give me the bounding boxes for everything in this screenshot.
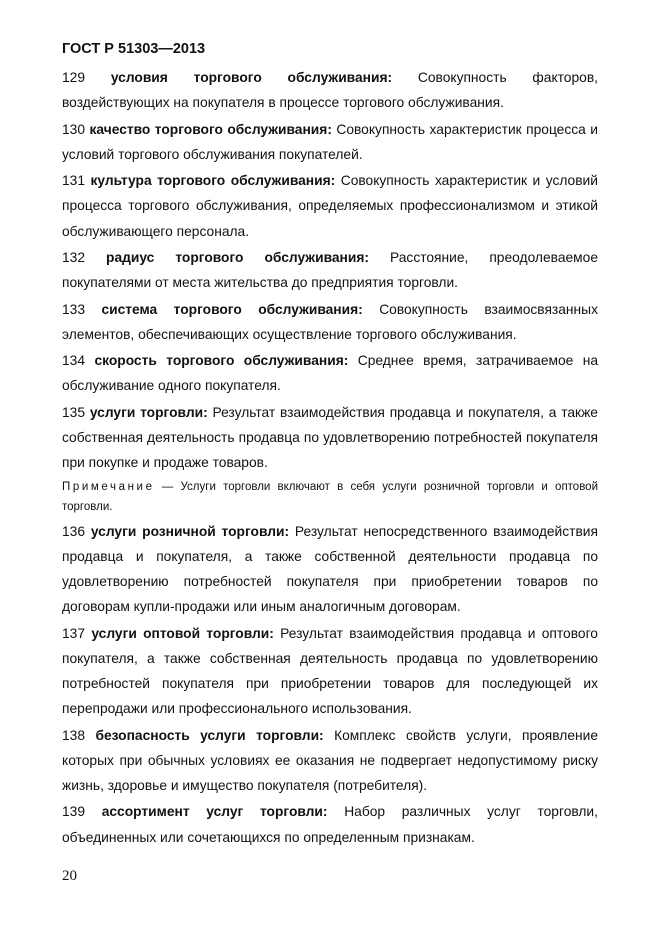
entry-definition: Расстояние, преодолеваемое покупателями от места жительства до предприятия торговли. — [62, 249, 599, 291]
entry-term: безопасность услуги торговли: — [95, 727, 324, 743]
entry-term: система торгового обслуживания: — [101, 301, 363, 317]
entry-definition: Совокупность факторов, воздействующих на покупателя в процессе торгового обслуживания. — [62, 70, 598, 111]
term-entry-135 — [62, 400, 598, 476]
note-block — [62, 477, 598, 517]
term-entry-129 — [62, 65, 598, 115]
entry-term: скорость торгового обслуживания: — [94, 353, 349, 369]
entry-term: ассортимент услуг торговли: — [101, 804, 328, 820]
entry-term: услуги розничной торговли: — [90, 523, 290, 539]
entry-term: радиус торгового обслуживания: — [106, 249, 370, 265]
entry-term: условия торгового обслуживания: — [110, 70, 393, 85]
entry-definition: Набор различных услуг торговли, объединенных или сочетающихся по определенным признакам. — [62, 804, 598, 845]
entry-definition: Результат взаимодействия продавца и оптового покупателя, а также собственная деятельность продавца по удовлетворению потребностей покупателя при приобретении товаров для последующей их перепродажи или профессионального использования. — [62, 625, 598, 717]
entry-number: 130 — [62, 121, 86, 137]
term-entry-131 — [62, 168, 598, 244]
entry-number: 133 — [62, 301, 86, 317]
entry-definition: Совокупность взаимосвязанных элементов, обеспечивающих осуществление торгового обслуживания. — [62, 301, 598, 342]
entry-term: культура торгового обслуживания: — [90, 173, 336, 189]
entry-number: 129 — [62, 70, 86, 85]
entry-number: 134 — [62, 353, 86, 369]
term-entry-130 — [62, 117, 598, 167]
entry-definition: Результат непосредственного взаимодействия продавца и покупателя, а также собственной деятельности продавца по удовлетворению потребностей покупателя при приобретении товаров по договорам купли-продажи или иным аналогичным договорам. — [62, 523, 598, 615]
entry-definition: Комплекс свойств услуги, проявление которых при обычных условиях ее оказания не подвергает недопустимому риску жизнь, здоровье и имущество покупателя (потребителя). — [62, 727, 598, 793]
entry-definition: Результат взаимодействия продавца и покупателя, а также собственная деятельность продавца по удовлетворению потребностей покупателя при покупке и продаже товаров. — [62, 404, 598, 471]
document-page — [62, 40, 598, 851]
entry-definition: Совокупность характеристик процесса и условий торгового обслуживания покупателей. — [62, 121, 598, 162]
entry-number: 131 — [62, 173, 86, 189]
term-entry-132 — [62, 245, 598, 295]
page-number: 20 — [62, 868, 77, 884]
entry-number: 132 — [62, 249, 86, 265]
term-entry-138 — [62, 723, 598, 799]
entry-term: услуги торговли: — [89, 404, 208, 420]
entry-definition: Среднее время, затрачиваемое на обслуживание одного покупателя. — [62, 353, 599, 394]
term-entry-134 — [62, 348, 598, 398]
note-label: Примечание — [62, 480, 155, 493]
note-text: Услуги торговли включают в себя услуги розничной торговли и оптовой торговли. — [62, 480, 598, 513]
term-entry-133 — [62, 297, 598, 347]
standard-designation: ГОСТ Р 51303—2013 — [62, 41, 206, 57]
term-entry-137 — [62, 621, 598, 722]
entry-number: 137 — [62, 625, 86, 641]
entry-term: качество торгового обслуживания: — [89, 121, 332, 137]
entry-number: 138 — [62, 727, 86, 743]
entry-definition: Совокупность характеристик и условий процесса торгового обслуживания, определяемых профессионализмом и этикой обслуживающего персонала. — [62, 173, 598, 239]
entry-term: услуги оптовой торговли: — [91, 625, 274, 641]
entry-number: 135 — [62, 404, 86, 420]
note-dash: — — [161, 480, 174, 493]
term-entry-136 — [62, 519, 598, 620]
term-entry-139 — [62, 799, 598, 849]
entry-number: 136 — [62, 523, 86, 539]
entry-number: 139 — [62, 804, 86, 820]
